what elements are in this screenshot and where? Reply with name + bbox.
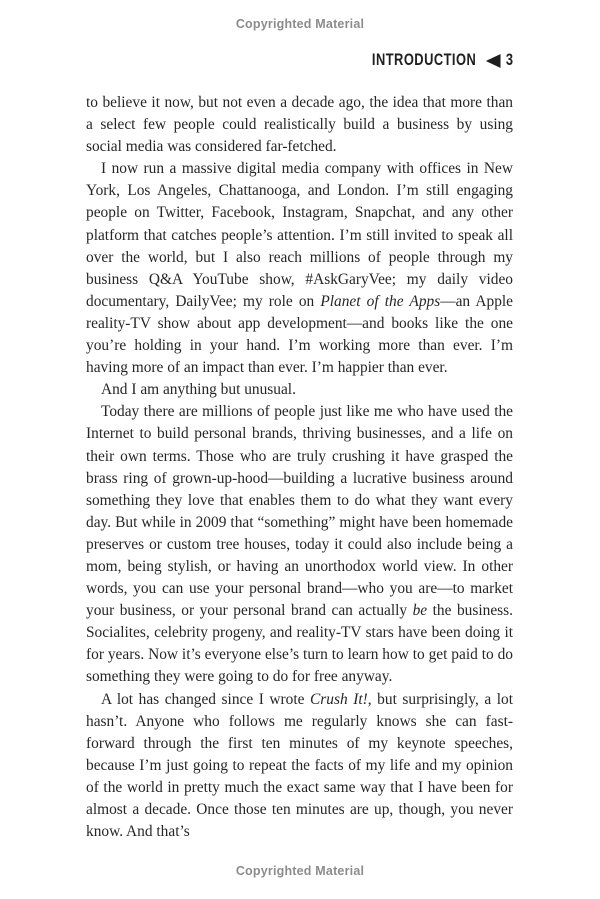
body-paragraph — [86, 92, 513, 158]
page-number: 3 — [505, 51, 513, 69]
text-run: , but surprisingly, a lot hasn’t. Anyone who follows me regularly knows she can fast-forward through the first ten minutes of my keynote speeches, because I’m just going to repeat the facts of my life and my opinion of the world in pretty much the exact same way that I have been for almost a decade. Once those ten minutes are up, though, you never know. And that’s — [86, 690, 513, 841]
body-paragraph — [86, 379, 513, 401]
running-header — [371, 51, 513, 70]
text-run: —an Apple reality-TV show about app development—and books like the one you’re holding in your hand. I’m working more than ever. I’m having more of an impact than ever. I’m happier than ever. — [86, 292, 514, 377]
text-run: I now run a massive digital media company with offices in New York, Los Angeles, Chattanooga, and London. I’m still engaging people on Twitter, Facebook, Instagram, Snapchat, and any other platform that catches people’s attention. I’m still invited to speak all over the world, but I also reach millions of people through my business Q&A YouTube show, #AskGaryVee; my daily video documentary, DailyVee; my role on — [86, 160, 513, 310]
copyright-notice-top: Copyrighted Material — [235, 17, 365, 31]
section-title: INTRODUCTION — [371, 51, 476, 69]
italic-text: Planet of the Apps — [320, 292, 441, 310]
body-paragraph — [86, 158, 513, 379]
text-run: And I am anything but unusual. — [101, 381, 296, 399]
text-run: Today there are millions of people just like me who have used the Internet to build personal brands, thriving businesses, and a life on their own terms. Those who are truly crushing it have grasped the brass ring of grown-up-hood—building a lucrative business around something they love that enables them to do what they want every day. But while in 2009 that “something” might have been homemade preserves or custom tree houses, today it could also include being a mom, being stylish, or having an unorthodox world view. In other words, you can use your personal brand—who you are—to market your business, or your personal brand can actually — [86, 403, 513, 620]
left-triangle-icon — [485, 54, 500, 68]
italic-text: be — [412, 602, 428, 620]
body-paragraph — [86, 689, 513, 844]
text-run: A lot has changed since I wrote — [101, 690, 311, 708]
italic-text: Crush It! — [310, 690, 368, 708]
text-run: to believe it now, but not even a decade ago, the idea that more than a select few people could realistically build a business by using social media was considered far-fetched. — [86, 94, 513, 156]
copyright-notice-bottom: Copyrighted Material — [235, 864, 365, 878]
text-run: the business. Socialites, celebrity progeny, and reality-TV stars have been doing it for years. Now it’s everyone else’s turn to learn how to get paid to do something they were going to do for free anyway. — [86, 602, 513, 686]
body-paragraph — [86, 401, 513, 688]
body-text — [86, 92, 513, 843]
